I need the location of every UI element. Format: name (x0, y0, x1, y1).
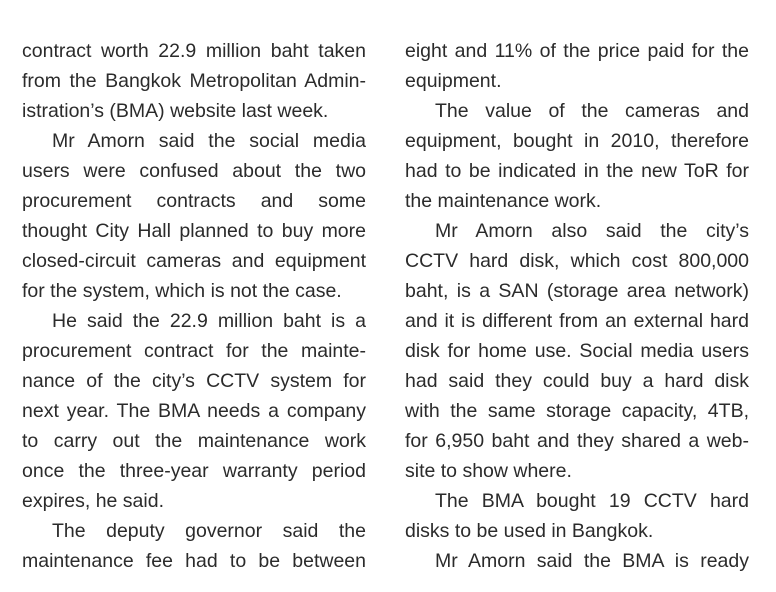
article-line: procurement contracts and some (22, 190, 366, 212)
article-line: He said the 22.9 million baht is a (52, 310, 366, 332)
article-line: from the Bangkok Metropolitan Admin- (22, 70, 366, 92)
article-line: with the same storage capacity, 4TB, (405, 400, 749, 422)
article-line: maintenance fee had to be between (22, 550, 366, 572)
article-line: for the system, which is not the case. (22, 280, 342, 302)
article-line: nance of the city’s CCTV system for (22, 370, 366, 392)
article-line: equipment, bought in 2010, therefore (405, 130, 749, 152)
article-line: had said they could buy a hard disk (405, 370, 749, 392)
article-line: istration’s (BMA) website last week. (22, 100, 329, 122)
article-line: expires, he said. (22, 490, 164, 512)
article-line: eight and 11% of the price paid for the (405, 40, 749, 62)
article-line: next year. The BMA needs a company (22, 400, 366, 422)
article-line: for 6,950 baht and they shared a web- (405, 430, 749, 452)
article-line: site to show where. (405, 460, 572, 482)
article-line: Mr Amorn said the social media (52, 130, 366, 152)
article-line: Mr Amorn said the BMA is ready (435, 550, 749, 572)
article-line: contract worth 22.9 million baht taken (22, 40, 366, 62)
article-line: once the three-year warranty period (22, 460, 366, 482)
article-line: to carry out the maintenance work (22, 430, 366, 452)
article-line: disks to be used in Bangkok. (405, 520, 654, 542)
article-line: The BMA bought 19 CCTV hard (435, 490, 749, 512)
article-line: The deputy governor said the (52, 520, 366, 542)
article-line: disk for home use. Social media users (405, 340, 749, 362)
article-line: the maintenance work. (405, 190, 602, 212)
article-line: closed-circuit cameras and equipment (22, 250, 366, 272)
article-line: CCTV hard disk, which cost 800,000 (405, 250, 749, 272)
article-line: procurement contract for the mainte- (22, 340, 366, 362)
article-column-left (22, 36, 366, 576)
article-column-right (405, 36, 749, 576)
article-line: The value of the cameras and (435, 100, 749, 122)
article-line: and it is different from an external hard (405, 310, 749, 332)
article-line: users were confused about the two (22, 160, 366, 182)
article-line: equipment. (405, 70, 502, 92)
article-line: baht, is a SAN (storage area network) (405, 280, 749, 302)
article-line: Mr Amorn also said the city’s (435, 220, 749, 242)
article-line: had to be indicated in the new ToR for (405, 160, 749, 182)
article-line: thought City Hall planned to buy more (22, 220, 366, 242)
